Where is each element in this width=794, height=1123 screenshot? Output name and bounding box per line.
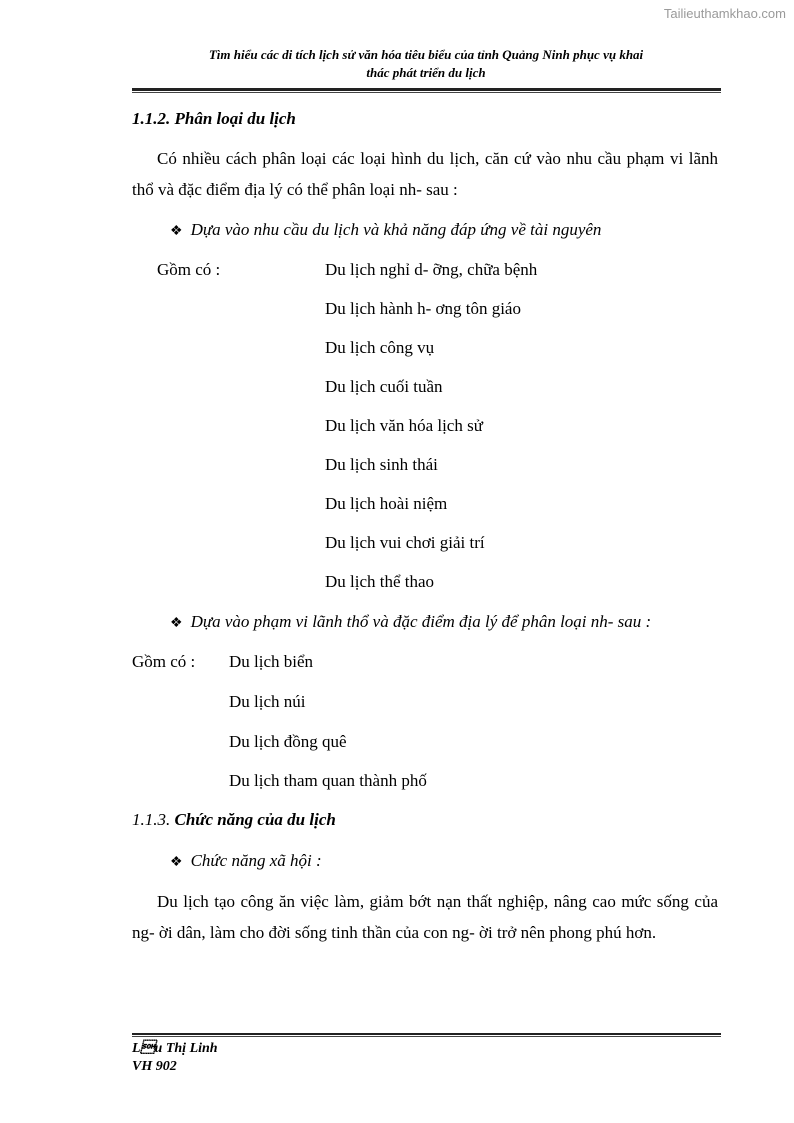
list-item: Du lịch hoài niệm <box>325 494 448 513</box>
section-number: 1.1.3. <box>132 810 171 829</box>
list-item: Du lịch biển <box>229 652 314 671</box>
list-item: Du lịch sinh thái <box>325 455 438 474</box>
bullet-3 <box>170 850 322 874</box>
list-item: Du lịch đồng quê <box>229 732 347 751</box>
footer-rule <box>132 1033 721 1035</box>
header-rule-thin <box>132 92 721 93</box>
watermark: Tailieuthamkhao.com <box>663 6 786 21</box>
header-line-1: Tìm hiểu các di tích lịch sử văn hóa tiêu biểu của tỉnh Quảng Ninh phục vụ khai <box>208 47 644 62</box>
bullet-diamond-icon: ❖ <box>170 855 183 870</box>
list-item: Du lịch thể thao <box>325 572 435 591</box>
section-title-text: Chức năng của du lịch <box>174 810 336 829</box>
list-item: Du lịch hành h- ơng tôn giáo <box>325 299 521 318</box>
bullet-1-text: Dựa vào nhu cầu du lịch và khả năng đáp ứng về tài nguyên <box>190 220 602 239</box>
list-item: Du lịch cuối tuần <box>325 377 443 396</box>
list-item: Du lịch văn hóa lịch sử <box>325 416 483 435</box>
bullet-1 <box>170 219 601 243</box>
list-item: Du lịch công vụ <box>325 338 435 357</box>
footer-rule-thin <box>132 1036 721 1037</box>
bullet-2 <box>170 611 651 635</box>
intro-paragraph: Có nhiều cách phân loại các loại hình du lịch, căn cứ vào nhu cầu phạm vi lãnh thổ và đặc điểm địa lý có thể phân loại nh- sau : <box>132 149 718 199</box>
author-name: Lu Thị Linh <box>132 1041 218 1056</box>
list-item: Du lịch núi <box>229 692 306 711</box>
header-rule <box>132 88 721 91</box>
gom-co-label-2: Gồm có : <box>132 652 196 671</box>
bullet-3-text: Chức năng xã hội : <box>190 851 322 870</box>
page-header <box>132 46 720 82</box>
section-title-1-1-3 <box>132 809 336 831</box>
gom-co-label-1: Gồm có : <box>157 260 221 279</box>
bullet-diamond-icon: ❖ <box>170 616 183 631</box>
page-footer <box>132 1040 218 1076</box>
section-title-1-1-2: 1.1.2. Phân loại du lịch <box>132 109 296 128</box>
list-item: Du lịch vui chơi giải trí <box>325 533 485 552</box>
list-item: Du lịch nghỉ d- ỡng, chữa bệnh <box>325 260 538 279</box>
social-function-paragraph: Du lịch tạo công ăn việc làm, giảm bớt nạn thất nghiệp, nâng cao mức sống của ng- ời dân, làm cho đời sống tinh thần của con ng- ời trở nên phong phú hơn. <box>132 892 718 942</box>
list-item: Du lịch tham quan thành phố <box>229 771 427 790</box>
bullet-diamond-icon: ❖ <box>170 224 183 239</box>
author-class: VH 902 <box>132 1059 177 1074</box>
header-line-2: thác phát triển du lịch <box>366 65 486 80</box>
bullet-2-text: Dựa vào phạm vi lãnh thổ và đặc điểm địa lý để phân loại nh- sau : <box>190 612 652 631</box>
